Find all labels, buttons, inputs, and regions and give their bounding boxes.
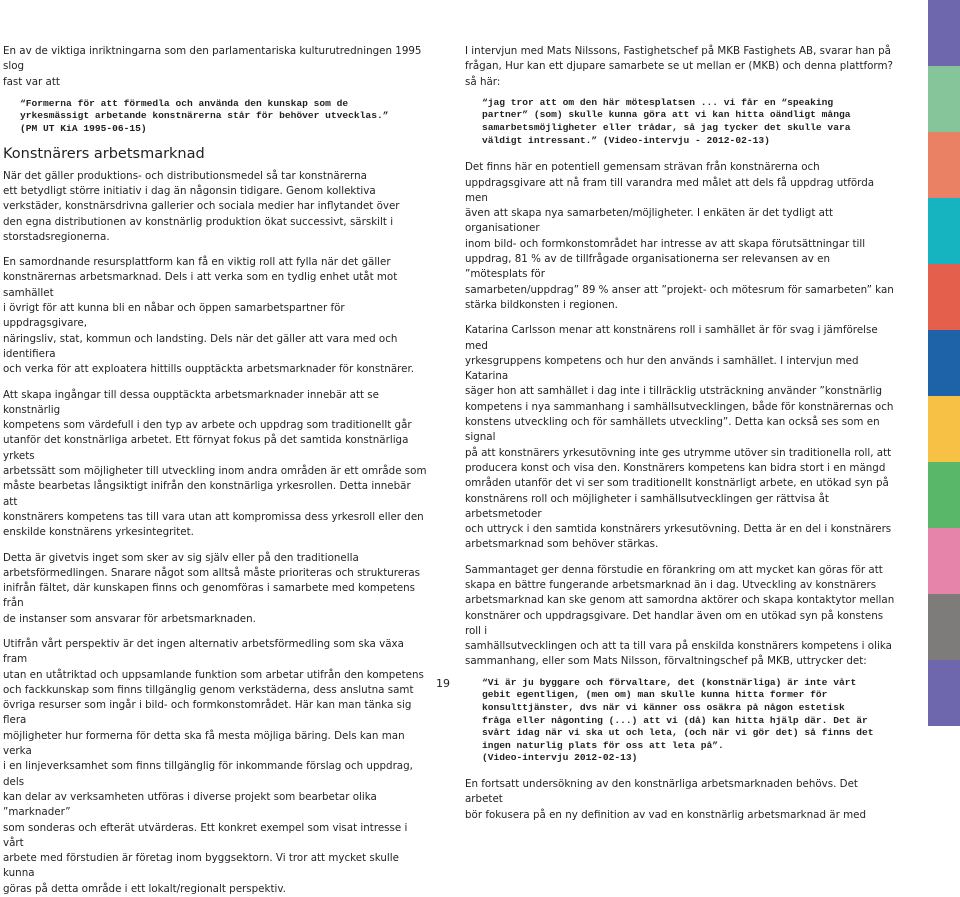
paragraph: Detta är givetvis inget som sker av sig själv eller på den traditionella arbetsförmedlingen. Snarare något som alltså måste prioriteras och struktureras inifrån fältet, där kunskapen finns och genomföras i samarbete med kompetens från de instanser som ansvarar för arbetsmarknaden. [3, 551, 421, 625]
color-stripe [928, 528, 960, 594]
quote-block: “jag tror att om den här mötesplatsen ... vi får en “speaking partner” (som) skulle kunna göra att vi kan hitta oändligt många samarbetsmöjligheter eller trådar, så jag tycker det skulle vara väldigt intressant.” (Video-intervju - 2012-02-13) [482, 96, 851, 146]
paragraph: Att skapa ingångar till dessa oupptäckta arbetsmarknader innebär att se konstnärlig kompetens som värdefull i den typ av arbete och uppdrag som traditionellt går utanför det konstnärliga arbetet. Ett förnyat fokus på det samtida konstnärliga yrkets arbetssätt som möjligheter till utveckling inom andra områden är ett område som måste bearbetas långsiktigt inifrån den konstnärliga yrkesrollen. Detta innebär att konstnärers kompetens tas till vara utan att kompromissa dess yrkesroll eller den enskilde konstnärens yrkesintegritet. [3, 388, 427, 539]
color-stripe [928, 0, 960, 66]
color-stripe [928, 264, 960, 330]
section-heading: Konstnärers arbetsmarknad [3, 145, 205, 162]
intro-text: I intervjun med Mats Nilssons, Fastighetschef på MKB Fastighets AB, svarar han på frågan, Hur kan ett djupare samarbete se ut mellan er (MKB) och denna plattform? så här: [465, 45, 893, 88]
paragraph: När det gäller produktions- och distributionsmedel så tar konstnärerna ett betydligt större initiativ i dag än någonsin tidigare. Genom kollektiva verkstäder, konstnärsdrivna gallerier och sociala medier har inflytandet över den egna distributionen av konstnärlig produktion ökat successivt, särskilt i storstadsregionerna. [3, 169, 400, 243]
color-stripe [928, 660, 960, 726]
quote-block: “Vi är ju byggare och förvaltare, det (konstnärliga) är inte vårt gebit egentligen, (men om) man skulle kunna hitta former för konsulttjänster, dvs när vi känner oss osäkra på någon estetisk fråga eller någonting (...) att vi (då) kan hitta hjälp där. Det är svårt idag när vi ska ut och leta, (och när vi gör det) så finns det ingen naturlig plats för oss att leta på”. (Video-intervju 2012-02-13) [482, 676, 874, 764]
color-stripe [928, 66, 960, 132]
color-stripe [928, 330, 960, 396]
color-stripe [928, 396, 960, 462]
left-column [3, 44, 428, 897]
right-column [465, 44, 895, 823]
color-stripe [928, 132, 960, 198]
color-stripe-bar [928, 0, 960, 727]
color-stripe [928, 462, 960, 528]
intro-text: En av de viktiga inriktningarna som den parlamentariska kulturutredningen 1995 slog fast var att [3, 45, 422, 88]
paragraph: Utifrån vårt perspektiv är det ingen alternativ arbetsförmedling som ska växa fram utan en utåtriktad och uppsamlande funktion som arbetar utifrån den kompetens och fackkunskap som finns tillgänglig genom verkstäderna, dess anslutna samt övriga resurser som ingår i bild- och formkonstområdet. Här kan man tänka sig flera möjligheter hur formerna för detta ska få mesta möjliga bäring. Dels kan man verka i en linjeverksamhet som finns tillgänglig för inkommande förslag och uppdrag, dels kan delar av verksamheten utföras i diverse projekt som bearbetar olika ”marknader” som sonderas och efterät utvärderas. Ett konkret exempel som visat intresse i vårt arbete med förstudien är företag inom byggsektorn. Vi tror att mycket skulle kunna göras på detta område i ett lokalt/regionalt perspektiv. [3, 637, 424, 895]
color-stripe [928, 594, 960, 660]
paragraph: Sammantaget ger denna förstudie en förankring om att mycket kan göras för att skapa en bättre fungerande arbetsmarknad än i dag. Utveckling av konstnärers arbetsmarknad kan ske genom att samordna aktörer och skapa kontaktytor mellan konstnärer och uppdragsgivare. Det handlar även om en utökad syn på konstens roll i samhällsutvecklingen och att ta till vara på enskilda konstnärers kompetens i olika sammanhang, eller som Mats Nilsson, förvaltningschef på MKB, uttrycker det: [465, 563, 895, 668]
page-number: 19 [436, 677, 450, 690]
paragraph: Katarina Carlsson menar att konstnärens roll i samhället är för svag i jämförelse med yrkesgruppens kompetens och hur den används i samhället. I intervjun med Katarina säger hon att samhället i dag inte i tillräcklig utsträckning använder ”konstnärlig kompetens i nya sammanhang i samhällsutvecklingen, både för konstnärernas och konstens utveckling och för samhällets utveckling”. Detta kan också ses som en signal på att konstnärers yrkesutövning inte ges utrymme utöver sin traditionella roll, att producera konst och visa den. Konstnärers kompetens kan bidra stort i en mängd områden utanför det vi ser som traditionellt konstnärligt arbete, en utökad syn på konstnärens roll och möjligheter i samhällsutvecklingen ger rättvisa åt arbetsmetoder och uttryck i den samtida konstnärers yrkesutövning. Detta är en del i konstnärers arbetsmarknad som behöver stärkas. [465, 324, 894, 551]
paragraph: Det finns här en potentiell gemensam strävan från konstnärerna och uppdragsgivare att nå fram till varandra med målet att dels få uppdrag utförda men även att skapa nya samarbeten/möjligheter. I enkäten är det tydligt att organisationer inom bild- och formkonstområdet har intresse av att skapa förutsättningar till uppdrag, 81 % av de tillfrågade organisationerna ser relevansen av en ”mötesplats för samarbeten/uppdrag” 89 % anser att ”projekt- och mötesrum för samarbeten” kan stärka bildkonsten i regionen. [465, 161, 894, 311]
paragraph: En samordnande resursplattform kan få en viktig roll att fylla när det gäller konstnärernas arbetsmarknad. Dels i att verka som en tydlig enhet utåt mot samhället i övrigt för att kunna bli en nåbar och öppen samarbetspartner för uppdragsgivare, näringsliv, stat, kommun och landsting. Dels när det gäller att vara med och identifiera och verka för att exploatera hittills oupptäckta arbetsmarknader för konstnärer. [3, 256, 415, 376]
quote-block: “Formerna för att förmedla och använda den kunskap som de yrkesmässigt arbetande konstnärerna står för behöver utvecklas.” (PM UT KiA 1995-06-15) [20, 97, 389, 135]
color-stripe [928, 198, 960, 264]
paragraph: En fortsatt undersökning av den konstnärliga arbetsmarknaden behövs. Det arbetet bör fokusera på en ny definition av vad en konstnärlig arbetsmarknad är med [465, 777, 867, 821]
